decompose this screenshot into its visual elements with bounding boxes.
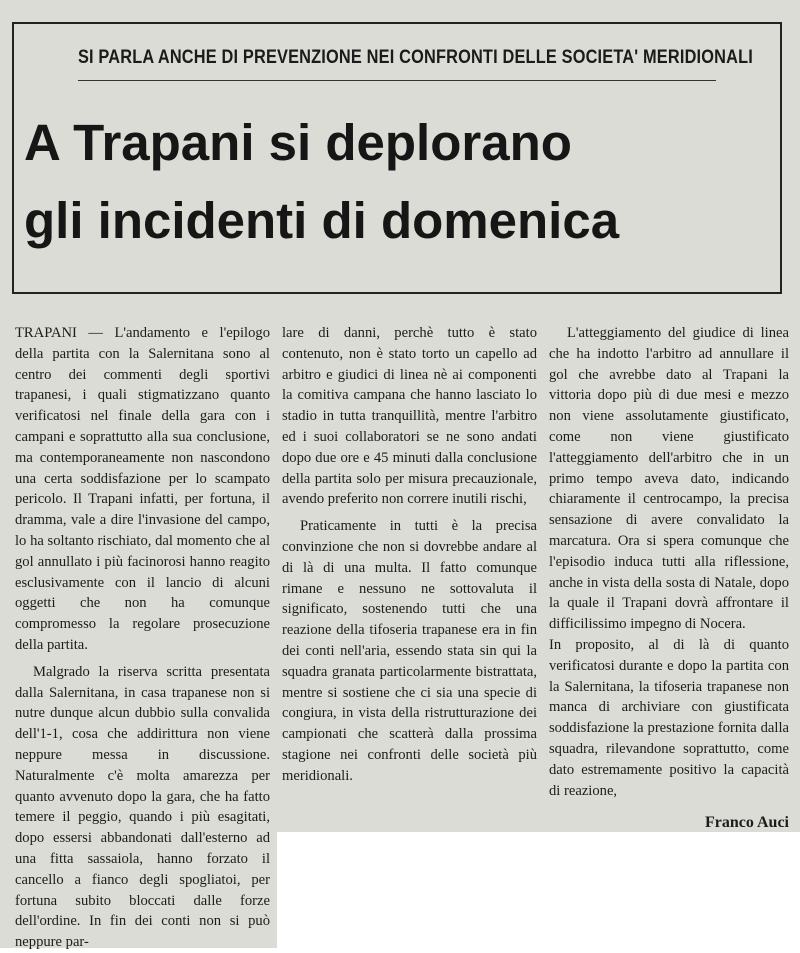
headline-line-1: A Trapani si deplorano — [24, 114, 572, 171]
body-column-1 — [15, 323, 270, 953]
blank-area — [277, 832, 800, 948]
body-column-2 — [282, 323, 537, 787]
paragraph: Praticamente in tutti è la precisa convinzione che non si dovrebbe andare al di là di una multa. Il fatto comunque rimane e nessuno ne sottovaluta il significato, sostenendo tutti che una reazione della tifoseria trapanese era in fin dei conti nell'aria, essendo stata sin qui la squadra granata particolarmente bistrattata, mentre si sostiene che ci sia una specie di congiura, in vista della ristrutturazione dei campionati che scatterà dalla prossima stagione nei confronti delle società più meridionali. — [282, 518, 537, 784]
headline-line-2: gli incidenti di domenica — [24, 192, 620, 249]
headline — [24, 104, 784, 260]
headline-box — [12, 22, 782, 294]
kicker: SI PARLA ANCHE DI PREVENZIONE NEI CONFRONTI DELLE SOCIETA' MERIDIONALI — [78, 36, 716, 81]
paragraph: Malgrado la riserva scritta presentata dalla Salernitana, in casa trapanese non si nutre dunque alcun dubbio sulla convalida dell'1-1, cosa che addirittura non viene neppure messa in discussione. Naturalmente c'è molta amarezza per quanto avvenuto dopo la gara, che ha fatto temere il peggio, quando i più esagitati, dopo essersi abbandonati dall'esterno ad una fitta sassaiola, hanno forzato il cancello a fianco degli spogliatoi, per fortuna subito bloccati dalle forze dell'ordine. In fin dei conti non si può neppure par- — [15, 663, 270, 951]
paragraph: lare di danni, perchè tutto è stato contenuto, non è stato torto un capello ad arbitro e giudici di linea nè ai componenti la comitiva campana che hanno lasciato lo stadio in tutta tranquillità, mentre l'arbitro ed i suoi collaboratori se ne sono andati dopo due ore e 45 minuti dalla conclusione della partita solo per misura precauzionale, avendo preferito non correre inutili rischi, — [282, 325, 537, 508]
paragraph: L'atteggiamento del giudice di linea che ha indotto l'arbitro ad annullare il gol che avrebbe dato al Trapani la vittoria dopo più di due mesi e mezzo non viene assolutamente giustificato, come non viene giustificato l'atteggiamento dell'arbitro che in un primo tempo aveva dato, indicando chiaramente il centrocampo, la precisa sensazione di avere convalidato la marcatura. Ora si spera comunque che l'episodio induca tutti alla riflessione, anche in vista della sosta di Natale, dopo la quale il Trapani dovrà affrontare il difficilissimo impegno di Nocera. — [549, 325, 789, 633]
paragraph: In proposito, al di là di quanto verificatosi durante e dopo la partita con la Salernitana, la tifoseria trapanese non manca di archiviare con giustificata soddisfazione la prestazione fornita dalla squadra, rilevandone soprattutto, come dato estremamente positivo la capacità di reazione, — [549, 636, 789, 799]
paragraph: TRAPANI — L'andamento e l'epilogo della partita con la Salernitana sono al centro dei commenti degli sportivi trapanesi, i quali stigmatizzano quanto verificatosi nel finale della gara con i campani e soprattutto alla sua conclusione, ma contemporaneamente non nascondono una certa soddisfazione per lo scampato pericolo. Il Trapani infatti, per fortuna, il dramma, vale a dire l'invasione del campo, lo ha soltanto rischiato, dal momento che al gol annullato i più facinorosi hanno reagito esclusivamente con il lancio di alcuni oggetti che non ha comunque compromesso la regolare prosecuzione della partita. — [15, 325, 270, 653]
body-column-3 — [549, 323, 789, 834]
author-signature: Franco Auci — [705, 814, 789, 832]
